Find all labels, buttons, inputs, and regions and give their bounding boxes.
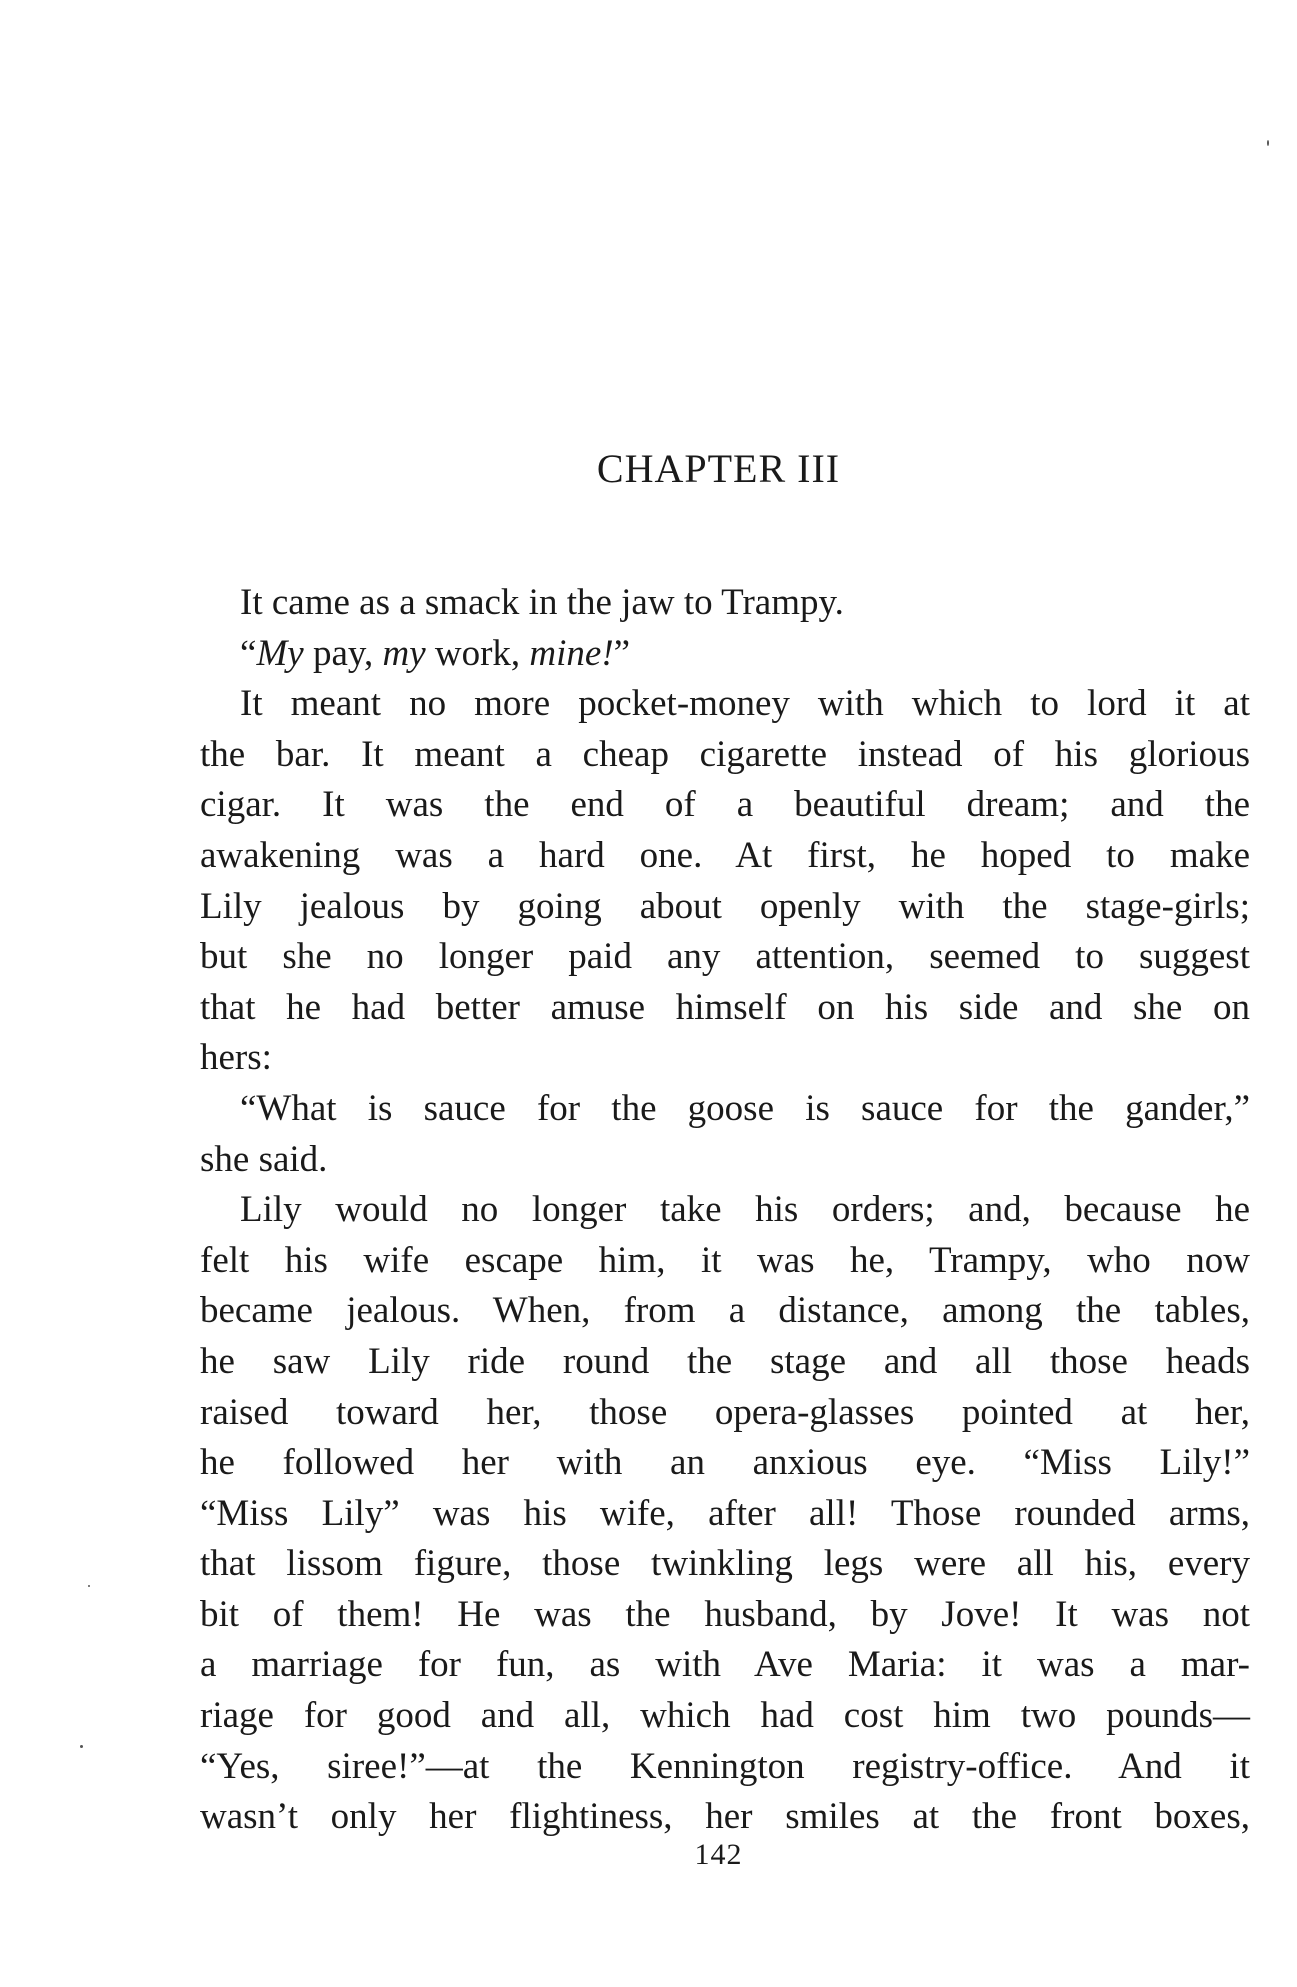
paragraph-5-line: became jealous. When, from a distance, among the tables,	[200, 1290, 1250, 1332]
scan-speck	[80, 1745, 83, 1748]
paragraph-5-line: riage for good and all, which had cost him two pounds—	[200, 1695, 1250, 1737]
paragraph-3-line: It meant no more pocket-money with which to lord it at	[240, 683, 1250, 725]
emphasis-mine: mine!	[529, 632, 614, 674]
paragraph-5-line: raised toward her, those opera-glasses pointed at her,	[200, 1391, 1250, 1433]
paragraph-2-line	[200, 629, 1250, 680]
paragraph-5-line: a marriage for fun, as with Ave Maria: it was a mar-	[200, 1644, 1250, 1686]
paragraph-3-line: the bar. It meant a cheap cigarette instead of his glorious	[200, 733, 1250, 775]
quote-open: “	[240, 632, 257, 674]
paragraph-3-line: cigar. It was the end of a beautiful dream; and the	[200, 784, 1250, 826]
body-text	[200, 578, 1250, 1843]
paragraph-5-line: “Miss Lily” was his wife, after all! Those rounded arms,	[200, 1492, 1250, 1534]
paragraph-5-line: felt his wife escape him, it was he, Trampy, who now	[200, 1239, 1250, 1281]
paragraph-3-line: awakening was a hard one. At first, he hoped to make	[200, 834, 1250, 876]
paragraph-3-line: hers:	[200, 1037, 272, 1079]
paragraph-1-line: It came as a smack in the jaw to Trampy.	[240, 582, 844, 623]
text-pay: pay,	[303, 632, 383, 674]
paragraph-5-line: he saw Lily ride round the stage and all those heads	[200, 1340, 1250, 1382]
paragraph-5-line: bit of them! He was the husband, by Jove! It was not	[200, 1593, 1250, 1635]
paragraph-5-line: wasn’t only her flightiness, her smiles at the front boxes,	[200, 1796, 1250, 1838]
paragraph-3-line: but she no longer paid any attention, seemed to suggest	[200, 936, 1250, 978]
quote-close: ”	[613, 632, 631, 674]
paragraph-3-line: that he had better amuse himself on his side and she on	[200, 986, 1250, 1028]
paragraph-3-line: Lily jealous by going about openly with the stage-girls;	[200, 885, 1250, 927]
scan-speck	[88, 1585, 90, 1587]
paragraph-5-line: that lissom figure, those twinkling legs were all his, every	[200, 1543, 1250, 1585]
paragraph-4-line: she said.	[200, 1138, 328, 1180]
paragraph-5-line: Lily would no longer take his orders; and, because he	[240, 1189, 1250, 1231]
paragraph-5-line: “Yes, siree!”—at the Kennington registry-office. And it	[200, 1745, 1250, 1787]
paragraph-4-line: “What is sauce for the goose is sauce for the gander,”	[240, 1087, 1250, 1129]
chapter-heading: CHAPTER III	[596, 446, 841, 491]
text-work: work,	[425, 632, 530, 674]
page-number: 142	[694, 1838, 743, 1871]
paragraph-5-line: he followed her with an anxious eye. “Miss Lily!”	[200, 1442, 1250, 1484]
scan-speck	[1267, 140, 1269, 146]
emphasis-my-2: my	[382, 632, 426, 674]
emphasis-my: My	[256, 632, 304, 674]
